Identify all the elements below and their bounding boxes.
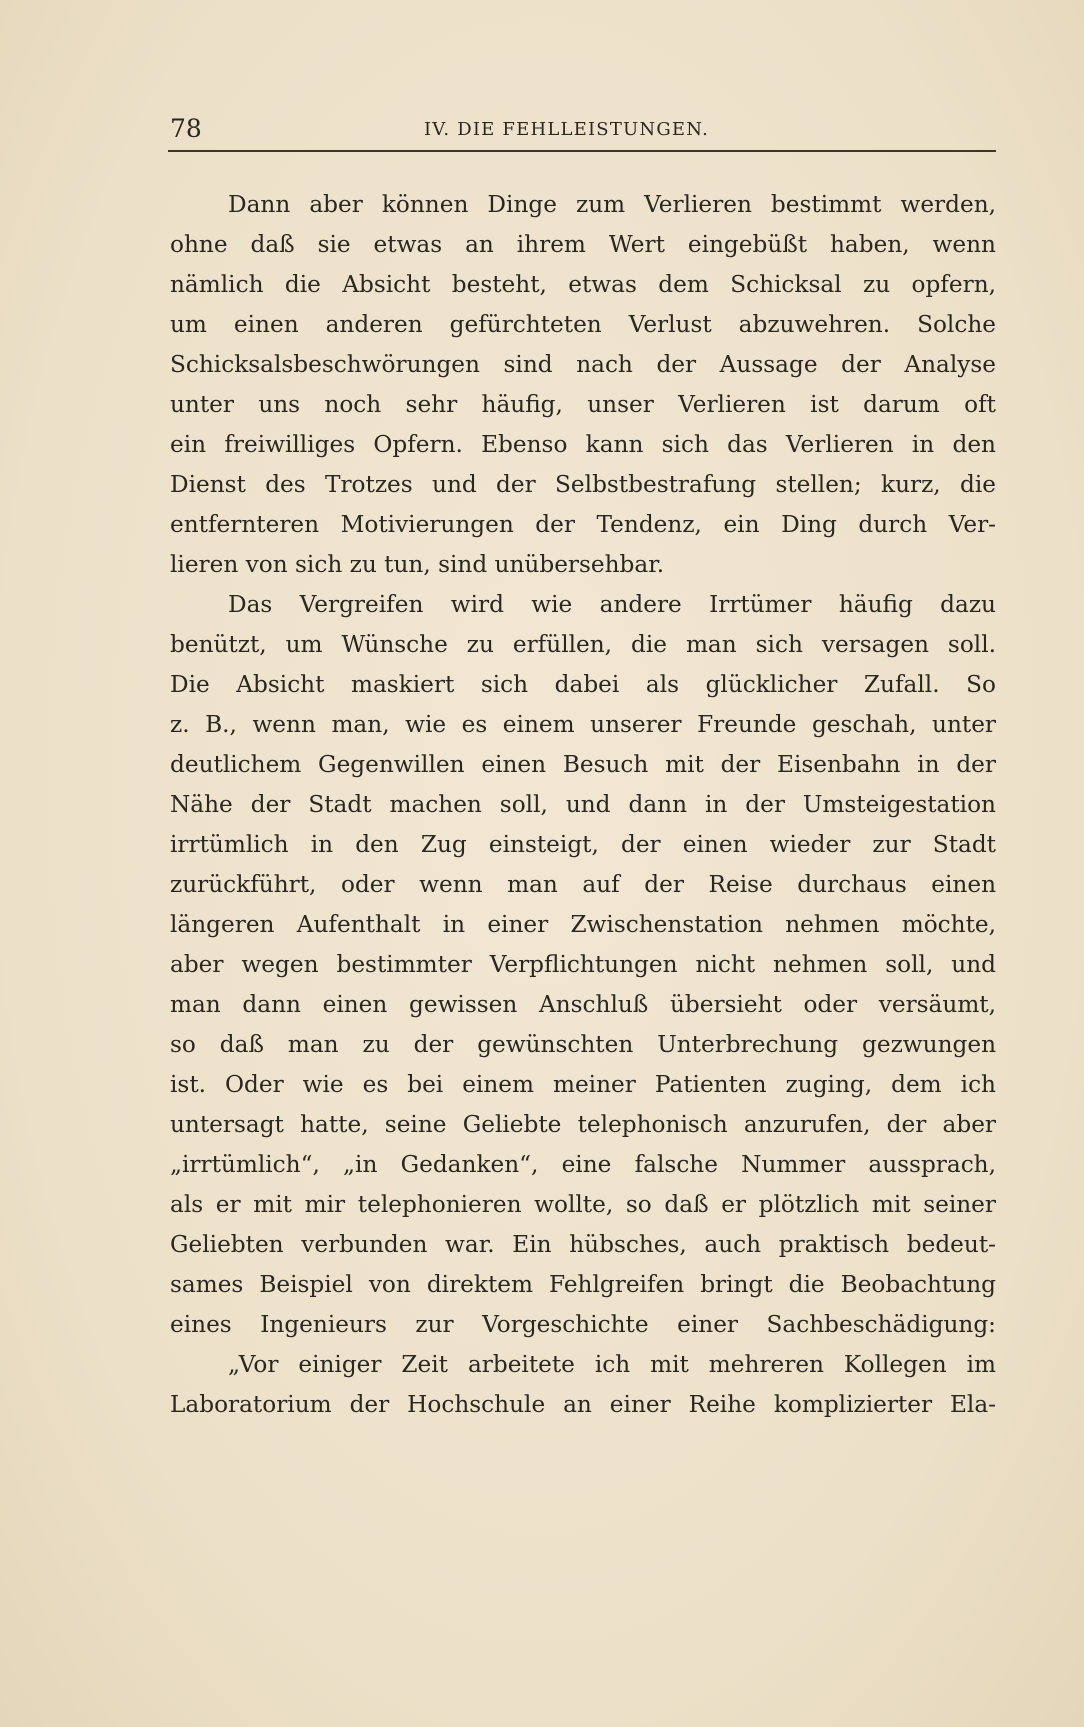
text-line: entfernteren Motivierungen der Tendenz, ein Ding durch Ver-	[170, 511, 996, 538]
text-line: „irrtümlich“, „in Gedanken“, eine falsche Nummer aussprach,	[170, 1151, 996, 1178]
text-line: untersagt hatte, seine Geliebte telephonisch anzurufen, der aber	[170, 1111, 996, 1138]
text-line: um einen anderen gefürchteten Verlust abzuwehren. Solche	[170, 311, 996, 338]
text-line: nämlich die Absicht besteht, etwas dem Schicksal zu opfern,	[170, 271, 996, 298]
text-line: so daß man zu der gewünschten Unterbrechung gezwungen	[170, 1031, 996, 1058]
text-line: man dann einen gewissen Anschluß übersieht oder versäumt,	[170, 991, 996, 1018]
text-line: längeren Aufenthalt in einer Zwischenstation nehmen möchte,	[170, 911, 996, 938]
chapter-title: IV. DIE FEHLLEISTUNGEN.	[424, 119, 709, 140]
text-line: als er mit mir telephonieren wollte, so daß er plötzlich mit seiner	[170, 1191, 996, 1218]
text-line: Laboratorium der Hochschule an einer Reihe komplizierter Ela-	[170, 1391, 996, 1418]
text-line: Schicksalsbeschwörungen sind nach der Aussage der Analyse	[170, 351, 996, 378]
text-line: Dienst des Trotzes und der Selbstbestrafung stellen; kurz, die	[170, 471, 996, 498]
text-line: z. B., wenn man, wie es einem unserer Freunde geschah, unter	[170, 711, 996, 738]
text-line: zurückführt, oder wenn man auf der Reise durchaus einen	[170, 871, 996, 898]
header-rule	[168, 150, 996, 152]
text-line: eines Ingenieurs zur Vorgeschichte einer Sachbeschädigung:	[170, 1311, 996, 1338]
text-line: Die Absicht maskiert sich dabei als glücklicher Zufall. So	[170, 671, 996, 698]
text-line: lieren von sich zu tun, sind unübersehbar.	[170, 551, 665, 578]
text-line: sames Beispiel von direktem Fehlgreifen bringt die Beobachtung	[170, 1271, 996, 1298]
running-head	[170, 114, 996, 148]
text-line: aber wegen bestimmter Verpflichtungen nicht nehmen soll, und	[170, 951, 996, 978]
text-line: Nähe der Stadt machen soll, und dann in der Umsteigestation	[170, 791, 996, 818]
body-text	[170, 185, 996, 1425]
text-line: ohne daß sie etwas an ihrem Wert eingebüßt haben, wenn	[170, 231, 996, 258]
text-line: benützt, um Wünsche zu erfüllen, die man sich versagen soll.	[170, 631, 996, 658]
text-line: irrtümlich in den Zug einsteigt, der einen wieder zur Stadt	[170, 831, 996, 858]
text-line: „Vor einiger Zeit arbeitete ich mit mehreren Kollegen im	[228, 1351, 996, 1378]
page-number: 78	[170, 114, 202, 143]
text-line: ein freiwilliges Opfern. Ebenso kann sich das Verlieren in den	[170, 431, 996, 458]
text-line: Dann aber können Dinge zum Verlieren bestimmt werden,	[228, 191, 996, 218]
text-line: Das Vergreifen wird wie andere Irrtümer häufig dazu	[228, 591, 996, 618]
text-line: ist. Oder wie es bei einem meiner Patienten zuging, dem ich	[170, 1071, 996, 1098]
text-line: deutlichem Gegenwillen einen Besuch mit der Eisenbahn in der	[170, 751, 996, 778]
text-line: Geliebten verbunden war. Ein hübsches, auch praktisch bedeut-	[170, 1231, 996, 1258]
text-line: unter uns noch sehr häufig, unser Verlieren ist darum oft	[170, 391, 996, 418]
